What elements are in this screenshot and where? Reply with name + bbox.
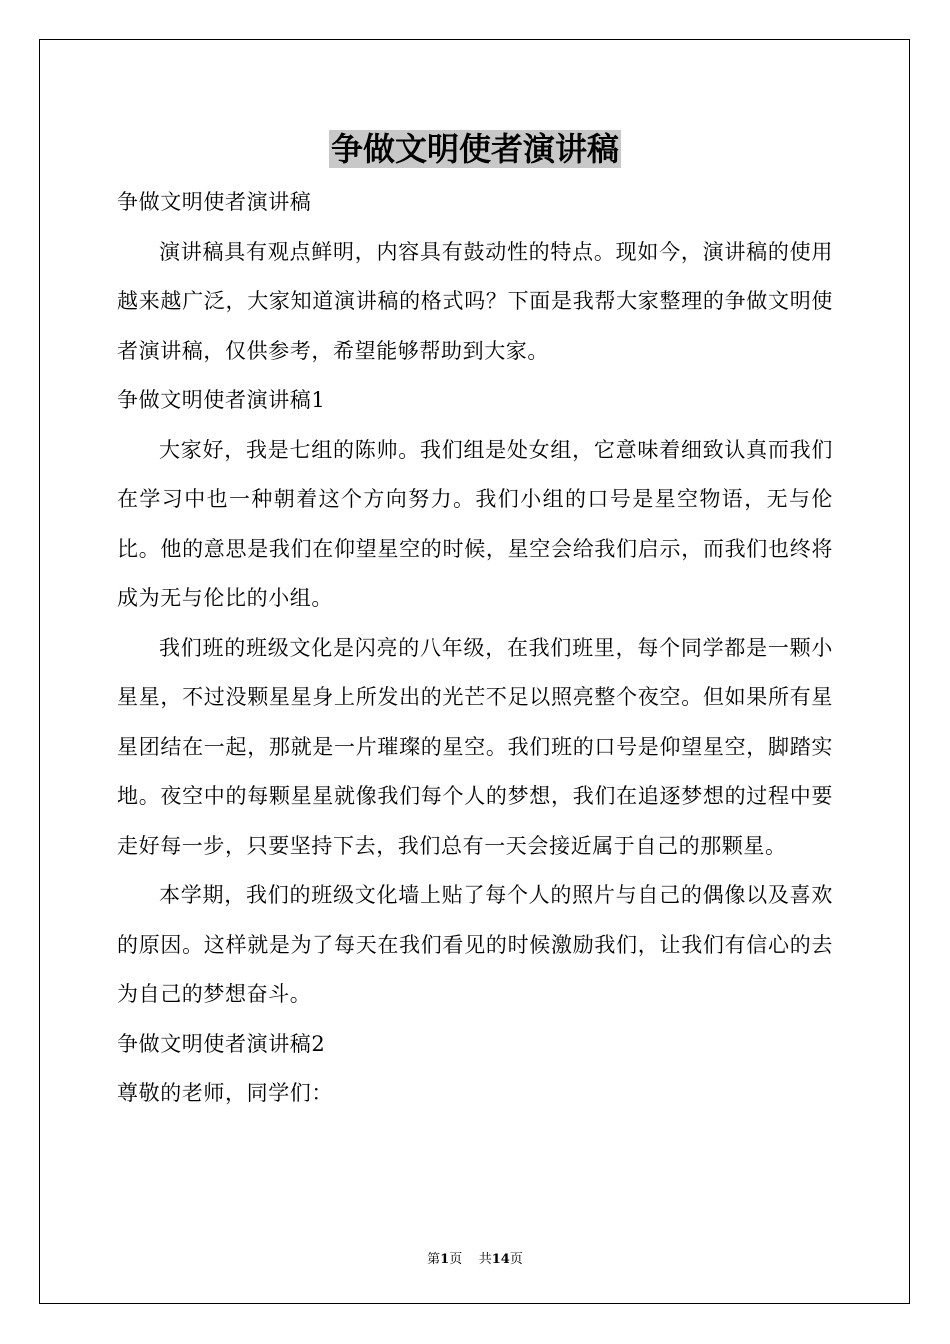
paragraph: 本学期，我们的班级文化墙上贴了每个人的照片与自己的偶像以及喜欢的原因。这样就是为了每天在我们看见的时候激励我们，让我们有信心的去为自己的梦想奋斗。 (117, 883, 833, 1006)
document-body (117, 178, 833, 1119)
page-number: 1 (440, 1252, 450, 1267)
paragraph: 争做文明使者演讲稿 (117, 190, 312, 214)
section-heading: 争做文明使者演讲稿1 (117, 388, 326, 412)
page-label-suffix: 页 (449, 1252, 463, 1267)
document-title (0, 127, 950, 171)
paragraph: 尊敬的老师，同学们： (117, 1081, 333, 1105)
paragraph: 我们班的班级文化是闪亮的八年级，在我们班里，每个同学都是一颗小星星，不过没颗星星身上所发出的光芒不足以照亮整个夜空。但如果所有星星团结在一起，那就是一片璀璨的星空。我们班的口号是仰望星空，脚踏实地。夜空中的每颗星星就像我们每个人的梦想，我们在追逐梦想的过程中要走好每一步，只要坚持下去，我们总有一天会接近属于自己的那颗星。 (117, 635, 833, 858)
total-label-suffix: 页 (509, 1252, 523, 1267)
page-footer (0, 1248, 950, 1267)
paragraph: 大家好，我是七组的陈帅。我们组是处女组，它意味着细致认真而我们在学习中也一种朝着这个方向努力。我们小组的口号是星空物语，无与伦比。他的意思是我们在仰望星空的时候，星空会给我们启示，而我们也终将成为无与伦比的小组。 (117, 437, 833, 610)
total-label-prefix: 共 (478, 1252, 492, 1267)
document-title-text: 争做文明使者演讲稿 (330, 130, 619, 168)
paragraph: 演讲稿具有观点鲜明，内容具有鼓动性的特点。现如今，演讲稿的使用越来越广泛，大家知道演讲稿的格式吗？下面是我帮大家整理的争做文明使者演讲稿，仅供参考，希望能够帮助到大家。 (117, 239, 833, 363)
section-heading: 争做文明使者演讲稿2 (117, 1031, 326, 1056)
total-pages: 14 (491, 1252, 510, 1267)
page-label-prefix: 第 (427, 1252, 441, 1267)
